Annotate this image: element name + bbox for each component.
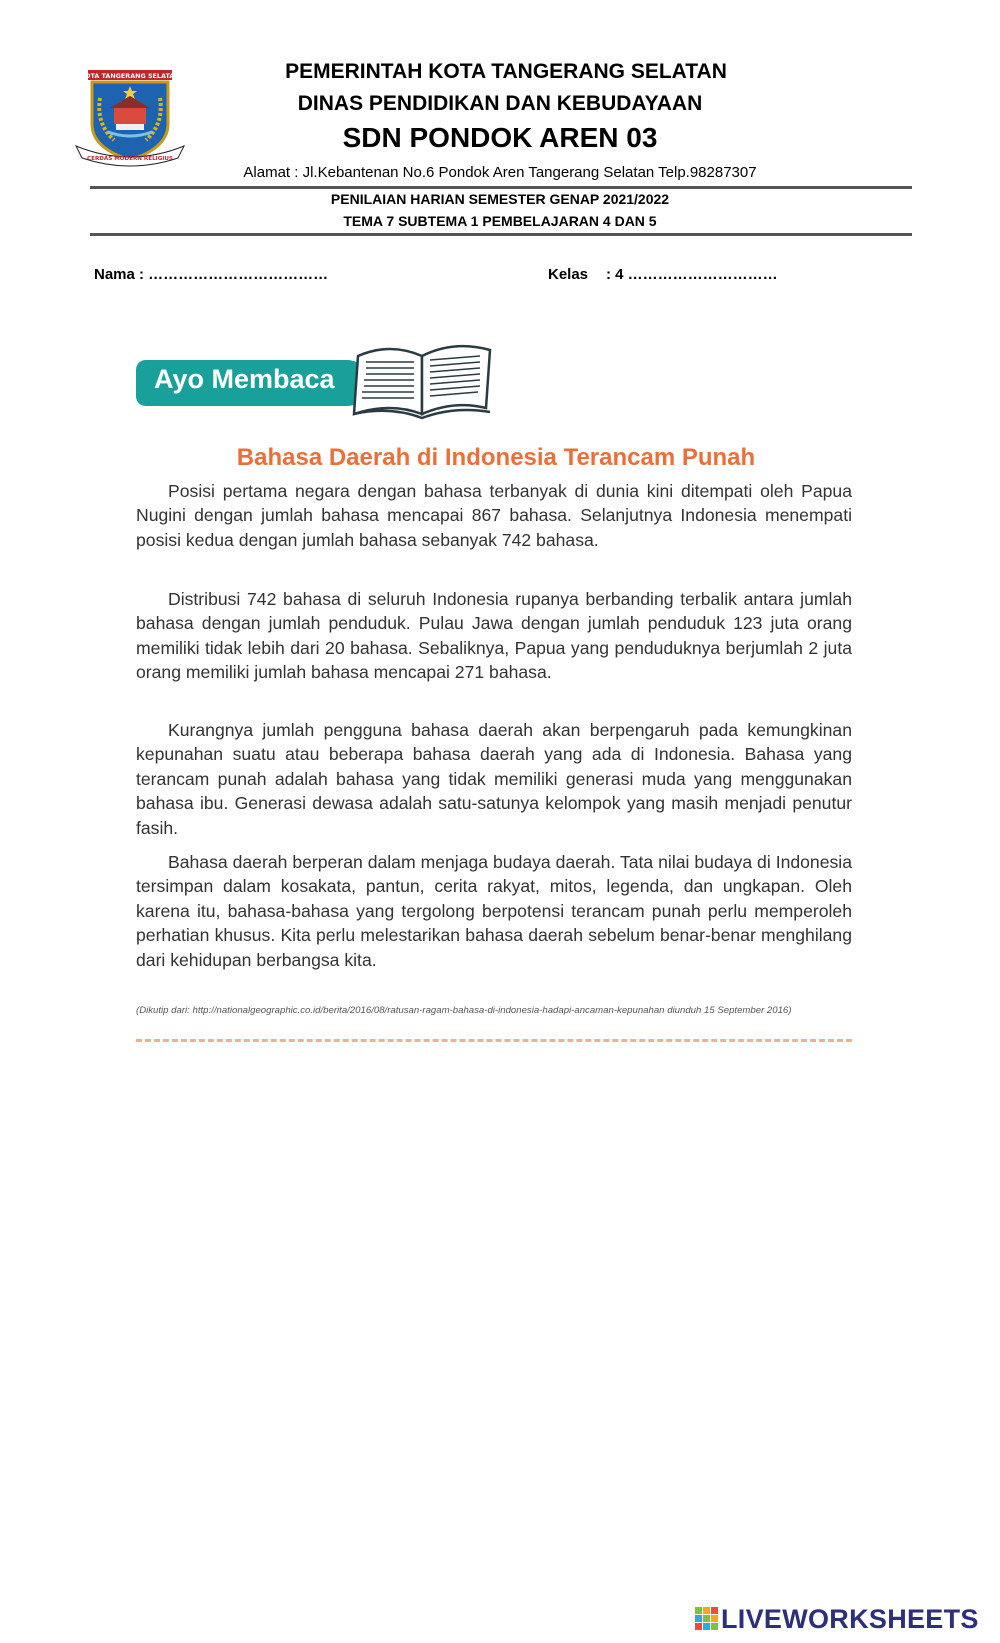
school-address: Alamat : Jl.Kebantenan No.6 Pondok Aren Tangerang Selatan Telp.98287307	[243, 164, 757, 181]
open-book-icon	[350, 336, 496, 420]
name-field[interactable]: Nama : ………………………………	[94, 266, 329, 283]
header-department: DINAS PENDIDIKAN DAN KEBUDAYAAN	[297, 92, 703, 115]
svg-text:KOTA TANGERANG SELATAN: KOTA TANGERANG SELATAN	[80, 72, 180, 80]
school-name: SDN PONDOK AREN 03	[342, 122, 658, 153]
class-field[interactable]	[548, 266, 778, 283]
dashed-divider	[136, 1039, 852, 1042]
article-paragraph: Bahasa daerah berperan dalam menjaga budaya daerah. Tata nilai budaya di Indonesia tersimpan dalam kosakata, pantun, cerita rakyat, mitos, legenda, dan ungkapan. Oleh karena itu, bahasa-bahasa yang tergolong berpotensi terancam punah perlu memperoleh perhatian khusus. Kita perlu melestarikan bahasa daerah sebelum benar-benar menghilang dari kehidupan berbangsa kita.	[136, 852, 852, 970]
class-label: Kelas	[548, 266, 589, 283]
class-value: : 4 …………………………	[606, 266, 778, 283]
header-divider-bottom	[90, 233, 912, 236]
exam-title: PENILAIAN HARIAN SEMESTER GENAP 2021/2022	[330, 191, 670, 207]
liveworksheets-icon	[694, 1606, 720, 1632]
liveworksheets-wordmark: LIVEWORKSHEETS	[721, 1604, 979, 1634]
article-paragraph: Distribusi 742 bahasa di seluruh Indonesia rupanya berbanding terbalik antara jumlah bahasa dengan jumlah penduduk. Pulau Jawa dengan jumlah penduduk 123 juta orang memiliki tidak lebih dari 20 bahasa. Sebaliknya, Papua yang penduduknya berjumlah 2 juta orang memiliki jumlah bahasa mencapai 271 bahasa.	[136, 589, 852, 683]
svg-text:CERDAS MODERN RELIGIUS: CERDAS MODERN RELIGIUS	[87, 156, 173, 162]
header-government: PEMERINTAH KOTA TANGERANG SELATAN	[285, 60, 727, 83]
article-title: Bahasa Daerah di Indonesia Terancam Punah	[236, 444, 756, 471]
ayo-membaca-label: Ayo Membaca	[154, 364, 335, 394]
article-paragraph: Kurangnya jumlah pengguna bahasa daerah akan berpengaruh pada kemungkinan kepunahan suatu atau beberapa bahasa daerah yang ada di Indonesia. Bahasa yang terancam punah adalah bahasa yang tidak memiliki generasi muda yang menggunakan bahasa ibu. Generasi dewasa adalah satu-satunya kelompok yang masih menjadi penutur fasih.	[136, 720, 852, 838]
article-paragraph: Posisi pertama negara dengan bahasa terbanyak di dunia kini ditempati oleh Papua Nugini dengan jumlah bahasa mencapai 867 bahasa. Selanjutnya Indonesia menempati posisi kedua dengan jumlah bahasa sebanyak 742 bahasa.	[136, 481, 852, 550]
article-source: (Dikutip dari: http://nationalgeographic.co.id/berita/2016/08/ratusan-ragam-bahasa-di-indonesia-hadapi-ancaman-kepunahan diunduh 15 September 2016)	[136, 1005, 792, 1016]
header-divider-top	[90, 186, 912, 189]
exam-subtitle: TEMA 7 SUBTEMA 1 PEMBELAJARAN 4 DAN 5	[343, 213, 657, 229]
